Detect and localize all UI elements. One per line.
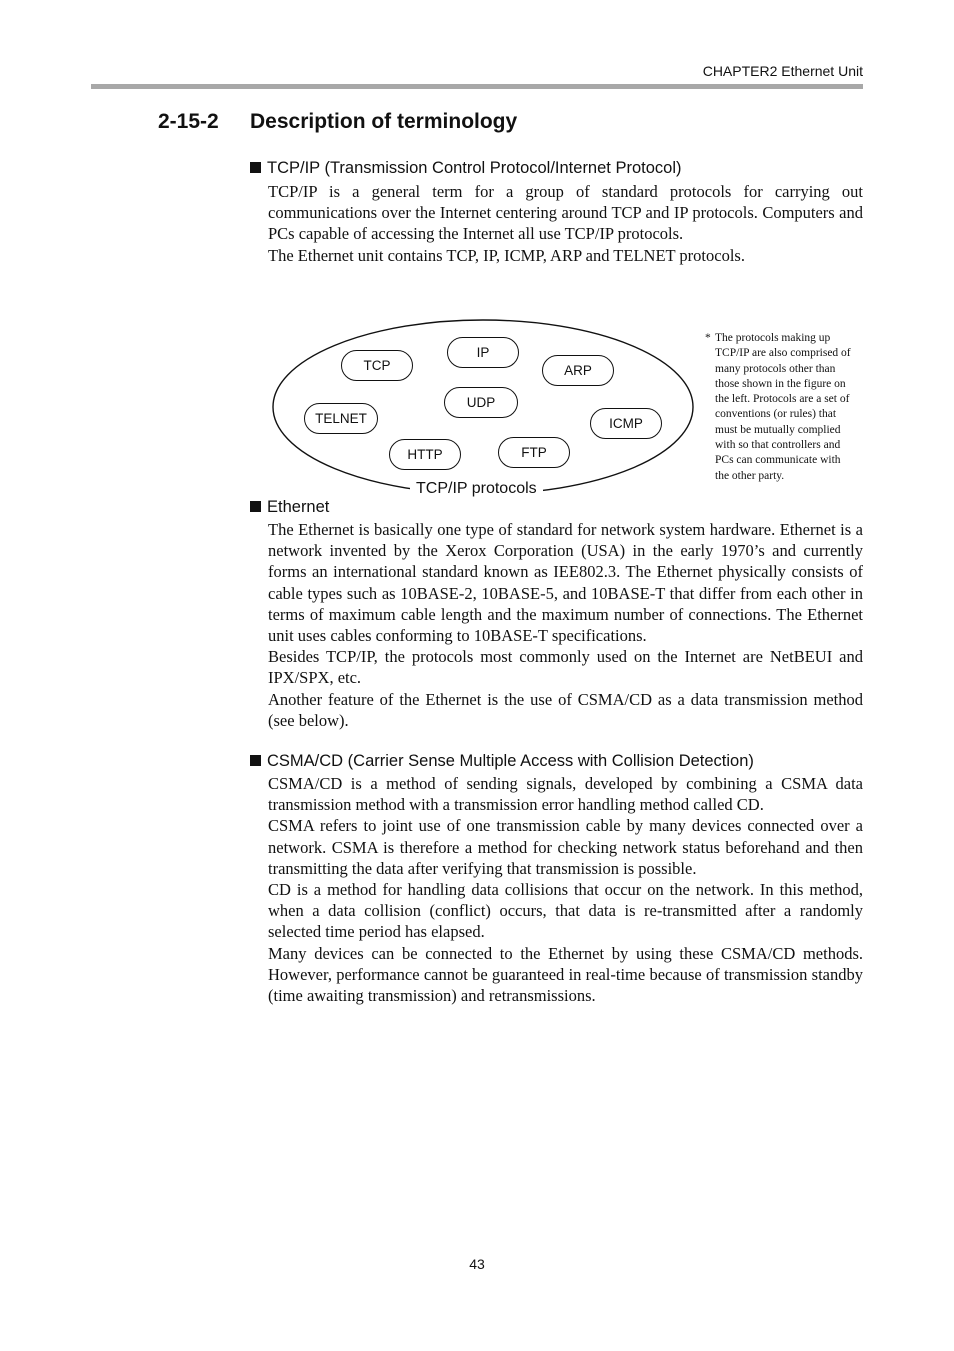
ethernet-heading xyxy=(250,498,329,517)
square-bullet-icon xyxy=(250,755,261,766)
paragraph: CSMA/CD is a method of sending signals, developed by combining a CSMA data transmission method with a transmission error handling method called CD. xyxy=(268,774,863,815)
tcpip-protocols-diagram xyxy=(270,316,695,506)
diagram-note xyxy=(705,331,855,484)
udp-node: UDP xyxy=(444,387,518,418)
square-bullet-icon xyxy=(250,162,261,173)
section-title-text: Description of terminology xyxy=(250,110,518,133)
chapter-header: CHAPTER2 Ethernet Unit xyxy=(702,63,863,79)
section-title xyxy=(158,110,517,134)
arp-node: ARP xyxy=(542,355,614,386)
icmp-node: ICMP xyxy=(590,408,662,439)
tcpip-heading xyxy=(250,159,681,178)
ethernet-heading-text: Ethernet xyxy=(267,498,330,516)
ip-node: IP xyxy=(447,337,519,368)
telnet-node: TELNET xyxy=(304,403,378,434)
paragraph: The Ethernet unit contains TCP, IP, ICMP, ARP and TELNET protocols. xyxy=(268,245,745,265)
ethernet-body xyxy=(268,519,863,731)
ftp-node: FTP xyxy=(498,437,570,468)
header-rule xyxy=(91,84,863,89)
paragraph: The Ethernet is basically one type of standard for network system hardware. Ethernet is a network invented by the Xerox Corporation (USA) in the early 1970’s and currently forms an international standard known as IEE802.3. The Ethernet physically consists of cable types such as 10BASE-2, 10BASE-5, and 10BASE-T that differ from each other in terms of maximum cable length and the maximum number of connections. The Ethernet unit uses cables conforming to 10BASE-T specifications. xyxy=(268,520,863,646)
paragraph: Many devices can be connected to the Ethernet by using these CSMA/CD methods. However, performance cannot be guaranteed in real-time because of transmission standby (time awaiting transmission) and retransmissions. xyxy=(268,943,863,1006)
csmacd-body xyxy=(268,773,863,1006)
csmacd-heading xyxy=(250,752,754,771)
paragraph: Besides TCP/IP, the protocols most commonly used on the Internet are NetBEUI and IPX/SPX, etc. xyxy=(268,647,863,688)
note-text: The protocols making up TCP/IP are also comprised of many protocols other than those shown in the figure on the left. Protocols are a set of conventions (or rules) that must be mutually complied with so that controllers and PCs can communicate with the other party. xyxy=(715,332,851,482)
paragraph: Another feature of the Ethernet is the use of CSMA/CD as a data transmission method (see below). xyxy=(268,689,863,730)
paragraph: CD is a method for handling data collisions that occur on the network. In this method, when a data collision (conflict) occurs, that data is re-transmitted after a randomly selected time period has elapsed. xyxy=(268,880,863,942)
tcp-node: TCP xyxy=(341,350,413,381)
csmacd-heading-text: CSMA/CD (Carrier Sense Multiple Access with Collision Detection) xyxy=(267,752,754,770)
http-node: HTTP xyxy=(389,439,461,470)
paragraph: TCP/IP is a general term for a group of standard protocols for carrying out communications over the Internet centering around TCP and IP protocols. Computers and PCs capable of accessing the Internet all use TCP/IP protocols. xyxy=(268,182,863,244)
note-marker: * xyxy=(705,332,711,344)
page-number: 43 xyxy=(469,1256,485,1272)
square-bullet-icon xyxy=(250,501,261,512)
paragraph: CSMA refers to joint use of one transmission cable by many devices connected over a network. CSMA is therefore a method for checking network status beforehand and then transmitting the data after verifying that transmission is possible. xyxy=(268,816,863,878)
section-number: 2-15-2 xyxy=(158,110,219,133)
diagram-caption: TCP/IP protocols xyxy=(410,480,543,498)
tcpip-body xyxy=(268,181,863,266)
tcpip-heading-text: TCP/IP (Transmission Control Protocol/Internet Protocol) xyxy=(267,159,682,177)
